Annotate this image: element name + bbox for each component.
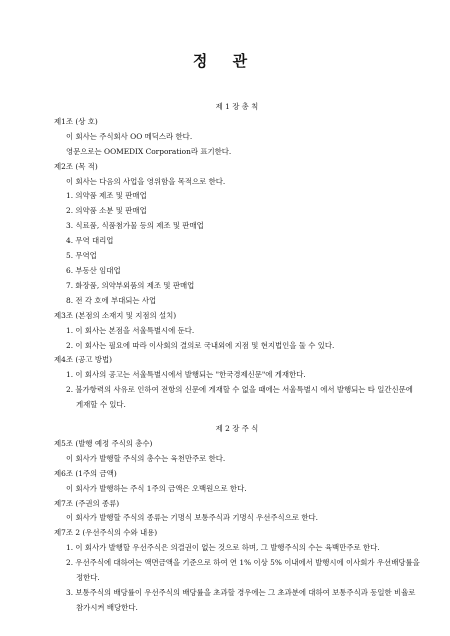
document-body [54,100,420,616]
article-1-line: 이 회사는 주식회사 OO 메딕스라 한다. [66,131,193,141]
article-2-item: 1. 의약품 제조 및 판매업 [66,191,147,201]
chapter-2-heading: 제 2 장 주 식 [215,424,259,434]
article-7-title: 제7조 (주권의 종류) [54,498,120,508]
article-3-title: 제3조 (본점의 소재지 및 지점의 설치) [54,310,177,320]
article-5-title: 제5조 (발행 예정 주식의 총수) [54,438,153,448]
article-7-2-title: 제7조 2 (우선주식의 수와 내용) [54,528,158,538]
article-2-title: 제2조 (목 적) [54,161,98,171]
article-5-line: 이 회사가 발행할 주식의 총수는 육천만주로 한다. [66,453,226,463]
article-7-2-item: 3. 보통주식의 배당률이 우선주식의 배당률을 초과할 경우에는 그 초과분에 대하여 보통주식과 동일한 비율로 참가시켜 배당한다. [66,588,416,612]
article-2-line: 이 회사는 다음의 사업을 영위함을 목적으로 한다. [66,176,226,186]
article-2-item: 2. 의약품 소분 및 판매업 [66,206,147,216]
article-2-item: 7. 화장품, 의약부외품의 제조 및 판매업 [66,280,195,290]
article-7-line: 이 회사가 발행할 주식의 종류는 기명식 보통주식과 기명식 우선주식으로 한다. [66,513,318,523]
article-3-item: 2. 이 회사는 필요에 따라 이사회의 결의로 국내외에 지점 및 현지법인을 둘 수 있다. [66,340,335,350]
article-4-item: 1. 이 회사의 공고는 서울특별시에서 발행되는 "한국경제신문"에 게재한다. [66,370,306,380]
article-7-2-item: 1. 이 회사가 발행할 우선주식은 의결권이 없는 것으로 하며, 그 발행주식의 수는 육백만주로 한다. [66,543,380,553]
article-2-item: 6. 부동산 임대업 [66,265,121,275]
article-6-title: 제6조 (1주의 금액) [54,468,117,478]
article-2-item: 5. 무역업 [66,251,97,261]
article-3-item: 1. 이 회사는 본점을 서울특별시에 둔다. [66,325,195,335]
chapter-1-heading: 제 1 장 총 칙 [215,102,259,111]
document-title: 정 관 [192,52,258,70]
article-4-title: 제4조 (공고 방법) [54,355,113,365]
article-1-title: 제1조 (상 호) [54,116,98,126]
article-6-line: 이 회사가 발행하는 주식 1주의 금액은 오백원으로 한다. [66,483,247,493]
article-4-item: 2. 불가항력의 사유로 인하여 전항의 신문에 게재할 수 없을 때에는 서울특별시 에서 발행되는 타 일간신문에 게재할 수 있다. [66,385,413,410]
article-2-item: 3. 식료품, 식품첨가물 등의 제조 및 판매업 [66,221,204,231]
article-2-item: 8. 전 각 호에 부대되는 사업 [66,295,157,305]
article-2-item: 4. 무역 대리업 [66,236,114,246]
article-1-line: 영문으로는 OOMEDIX Corporation라 표기한다. [66,146,232,156]
article-7-2-item: 2. 우선주식에 대하여는 액면금액을 기준으로 하여 연 1% 이상 5% 이내에서 발행시에 이사회가 우선배당률을 정한다. [66,558,420,583]
